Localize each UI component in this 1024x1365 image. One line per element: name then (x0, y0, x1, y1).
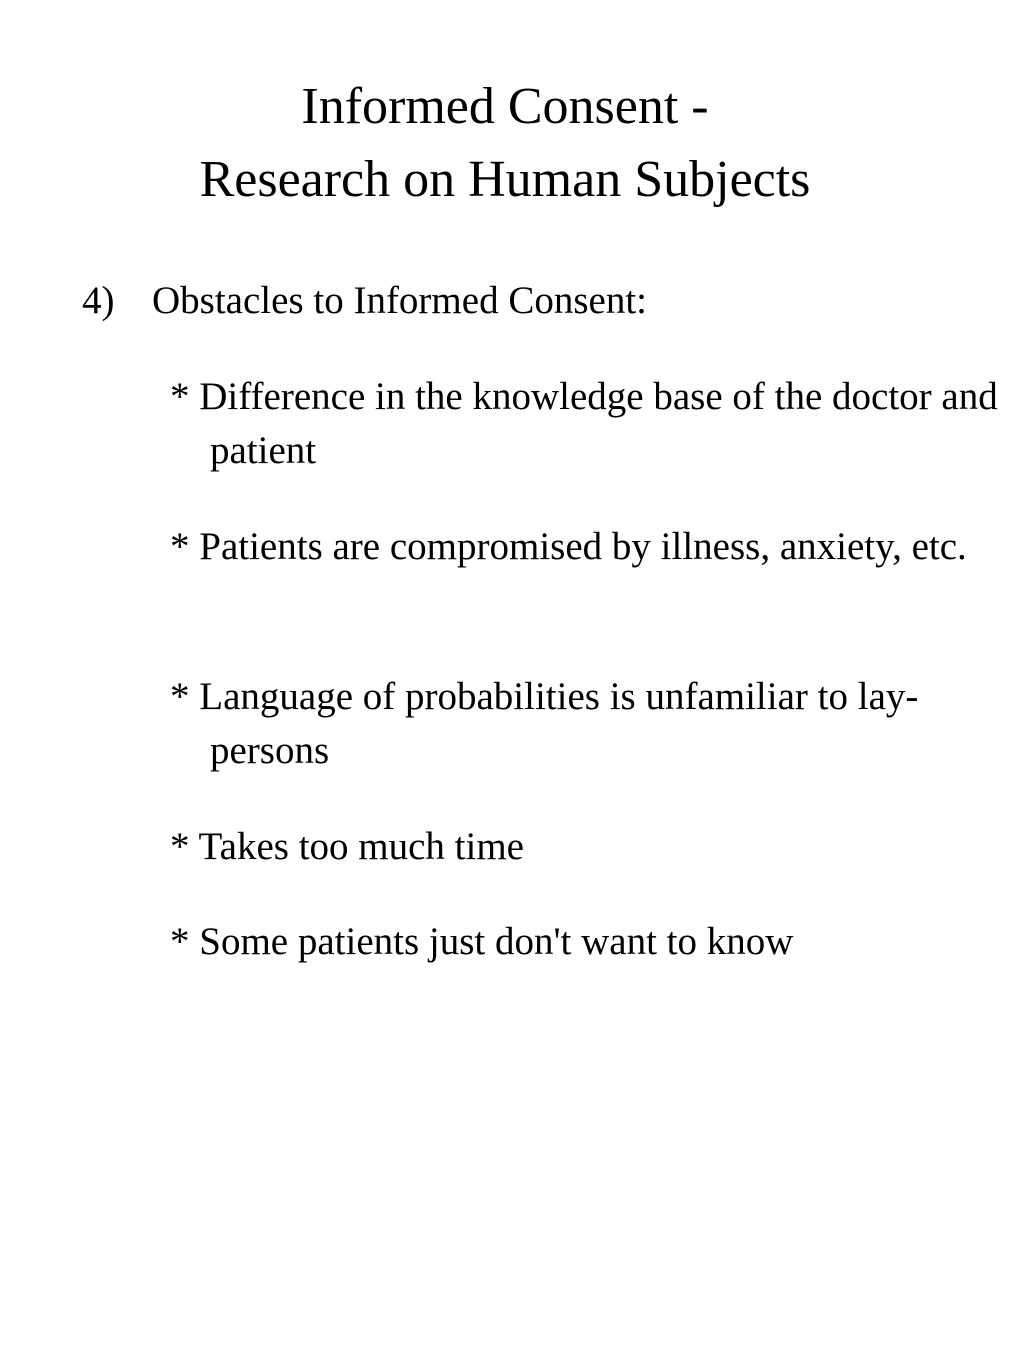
slide-title (0, 70, 1010, 216)
section-number: 4) (82, 279, 115, 322)
bullet-item: * Difference in the knowledge base of the doctor and patient (170, 375, 998, 472)
bullet-item: * Takes too much time (170, 825, 524, 868)
section-heading (82, 274, 647, 328)
bullet-item: * Language of probabilities is unfamiliar to lay-persons (170, 675, 919, 772)
slide-title-line-2: Research on Human Subjects (199, 151, 811, 208)
section-heading-text: Obstacles to Informed Consent: (152, 279, 647, 322)
slide-title-line-1: Informed Consent - (301, 78, 709, 135)
bullet-item: * Patients are compromised by illness, anxiety, etc. (170, 525, 967, 568)
bullet-item: * Some patients just don't want to know (170, 920, 794, 963)
